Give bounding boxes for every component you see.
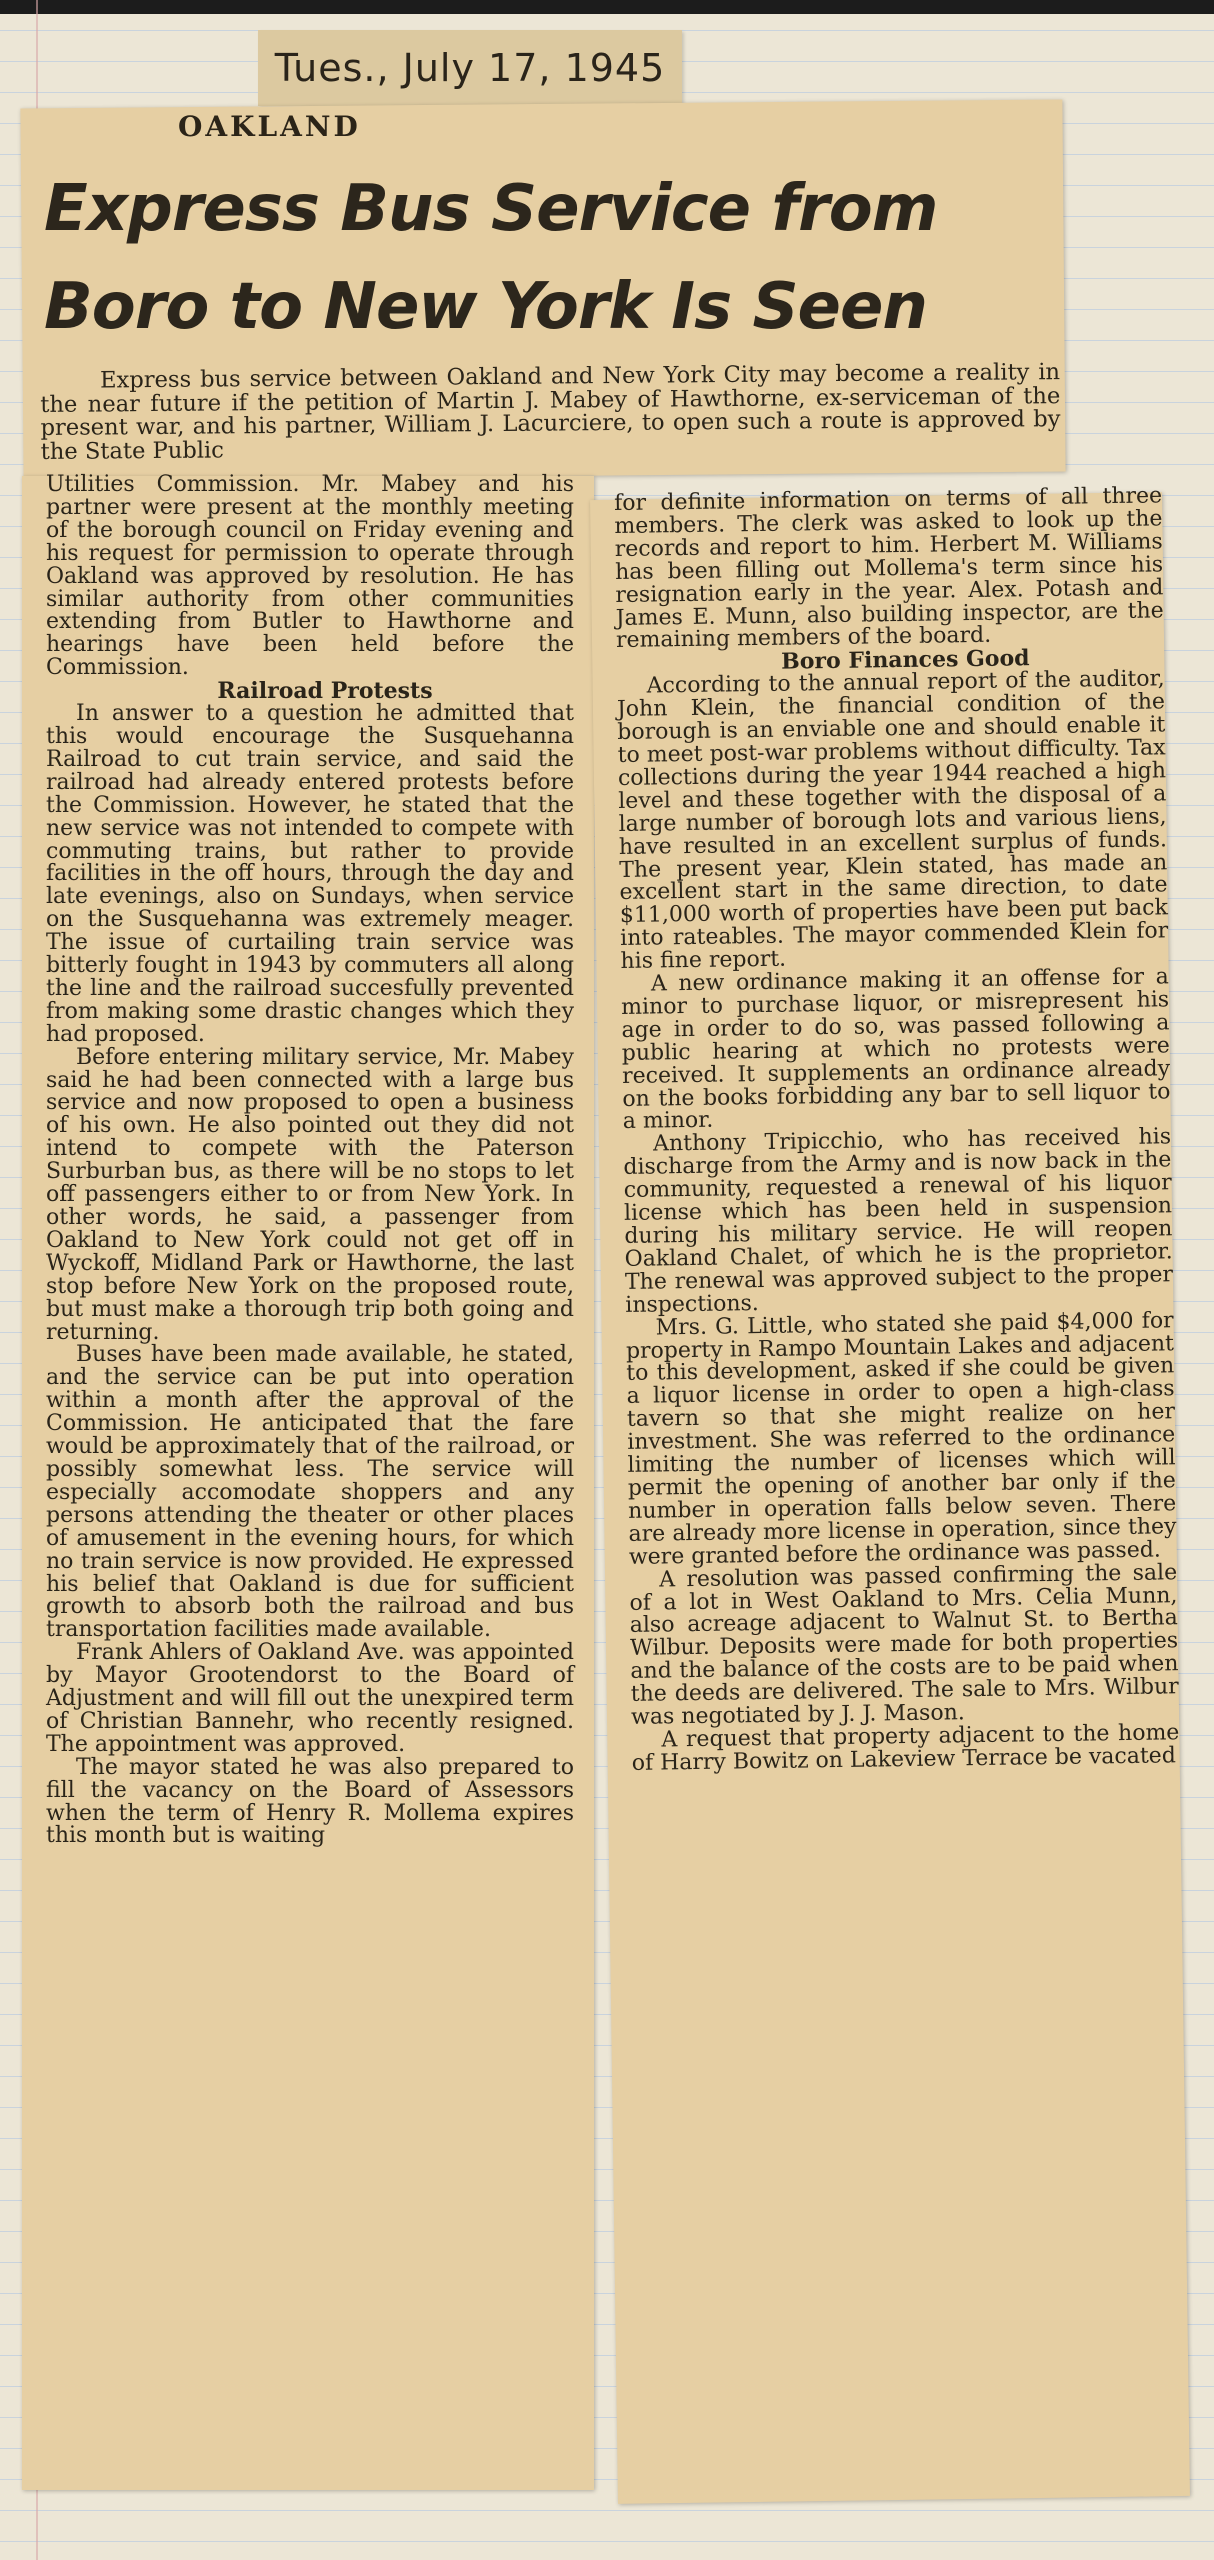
paragraph: The mayor stated he was also prepared to fill the vacancy on the Board of Assessors when the term of Henry R. Mollema expires this month but is waiting — [46, 1754, 574, 1849]
paragraph: A resolution was passed confirming the sale of a lot in West Oakland to Mrs. Celia Munn, also acreage adjacent to Walnut St. to Bertha Wilbur. Deposits were made for both properties and the balance of the costs are to be paid when the deeds are delivered. The sale to Mrs. Wilbur was negotiated by J. J. Mason. — [629, 1559, 1179, 1730]
paragraph: According to the annual report of the auditor, John Klein, the financial condition of the borough is an enviable one and should enable it to meet post-war problems without difficulty. Tax collections during the year 1944 reached a high level and these together with the disposal of a large number of borough lots and various liens, have resulted in an excellent surplus of funds. The present year, Klein stated, has made an excellent start in the same direction, to date $11,000 worth of properties have been put back into rateables. The mayor commended Klein for his fine report. — [616, 666, 1169, 975]
paragraph: Utilities Commission. Mr. Mabey and his partner were present at the monthly meeting of the borough council on Friday evening and his request for permission to operate through Oakland was approved by resolution. He has similar authority from other communities extending from Butler to Hawthorne and hearings have been held before the Commission. — [46, 472, 574, 681]
subheading-boro-finances: Boro Finances Good — [781, 645, 1030, 676]
top-edge — [0, 0, 1214, 14]
paragraph: for definite information on terms of all three members. The clerk was asked to look up the records and report to him. Herbert M. Williams has been filling out Mollema's term since his resignation early in the year. Alex. Potash and James E. Munn, also building inspector, are the remaining members of the board. — [613, 483, 1164, 654]
subheading-railroad-protests: Railroad Protests — [217, 678, 433, 705]
date-text: Tues., July 17, 1945 — [274, 46, 666, 90]
headline — [44, 160, 1044, 356]
paragraph: Mrs. G. Little, who stated she paid $4,000 for property in Rampo Mountain Lakes and adjacent to this development, asked if she could be given a liquor license in order to open a high-class tavern so that she might realize on her investment. She was referred to the ordinance limiting the number of licenses which will permit the opening of another bar only if the number in operation falls below seven. There are already more license in operation, since they were granted before the ordinance was passed. — [625, 1307, 1177, 1570]
right-column — [614, 485, 1180, 1775]
paragraph: Anthony Tripicchio, who has received his discharge from the Army and is now back in the community, requested a renewal of his liquor license which has been held in suspension during his military service. He will reopen Oakland Chalet, of which he is the proprietor. The renewal was approved subject to the proper inspections. — [623, 1124, 1174, 1318]
paragraph: A new ordinance making it an offense for a minor to purchase liquor, or misrepresent his age in order to do so, was passed following a public hearing at which no protests were received. It supplements an ordinance already on the books forbidding any bar to sell liquor to a minor. — [621, 964, 1171, 1135]
paragraph: Buses have been made available, he stated, and the service can be put into operation within a month after the approval of the Commission. He anticipated that the fare would be approximately that of the railroad, or possibly somewhat less. The service will especially accomodate shoppers and any persons attending the theater or other places of amusement in the evening hours, for which no train service is now provided. He expressed his belief that Oakland is due for sufficient growth to absorb both the railroad and bus transportation facilities made available. — [46, 1342, 574, 1643]
lede-paragraph: Express bus service between Oakland and New York City may become a reality in the near future if the petition of Martin J. Mabey of Hawthorne, ex-serviceman of the present war, and his partner, William J. Lacurciere, to open such a route is approved by the State Public — [40, 359, 1061, 465]
date-label — [258, 30, 682, 106]
headline-line-2: Boro to New York Is Seen — [44, 270, 927, 344]
paragraph: In answer to a question he admitted that this would encourage the Susquehanna Railroad to cut train service, and said the railroad had already entered protests before the Commission. However, he stated that the new service was not intended to compete with commuting trains, but rather to provide facilities in the off hours, through the day and late evenings, also on Sundays, when service on the Susquehanna was extremely meager. The issue of curtailing train service was bitterly fought in 1943 by commuters all along the line and the railroad succesfully prevented from making some drastic changes which they had proposed. — [46, 701, 574, 1047]
left-column — [46, 474, 574, 1848]
paragraph: Frank Ahlers of Oakland Ave. was appointed by Mayor Grootendorst to the Board of Adjustment and will fill out the unexpired term of Christian Bannehr, who recently resigned. The appointment was approved. — [46, 1640, 574, 1757]
section-heading: OAKLAND — [178, 110, 361, 143]
paragraph: A request that property adjacent to the home of Harry Bowitz on Lakeview Terrace be vacated — [631, 1720, 1180, 1776]
paragraph: Before entering military service, Mr. Mabey said he had been connected with a large bus service and now proposed to open a business of his own. He also pointed out they did not intend to compete with the Paterson Surburban bus, as there will be no stops to let off passengers either to or from New York. In other words, he said, a passenger from Oakland to New York could not get off in Wyckoff, Midland Park or Hawthorne, the last stop before New York on the proposed route, but must make a thorough trip both going and returning. — [46, 1044, 574, 1345]
headline-line-1: Express Bus Service from — [44, 172, 938, 246]
